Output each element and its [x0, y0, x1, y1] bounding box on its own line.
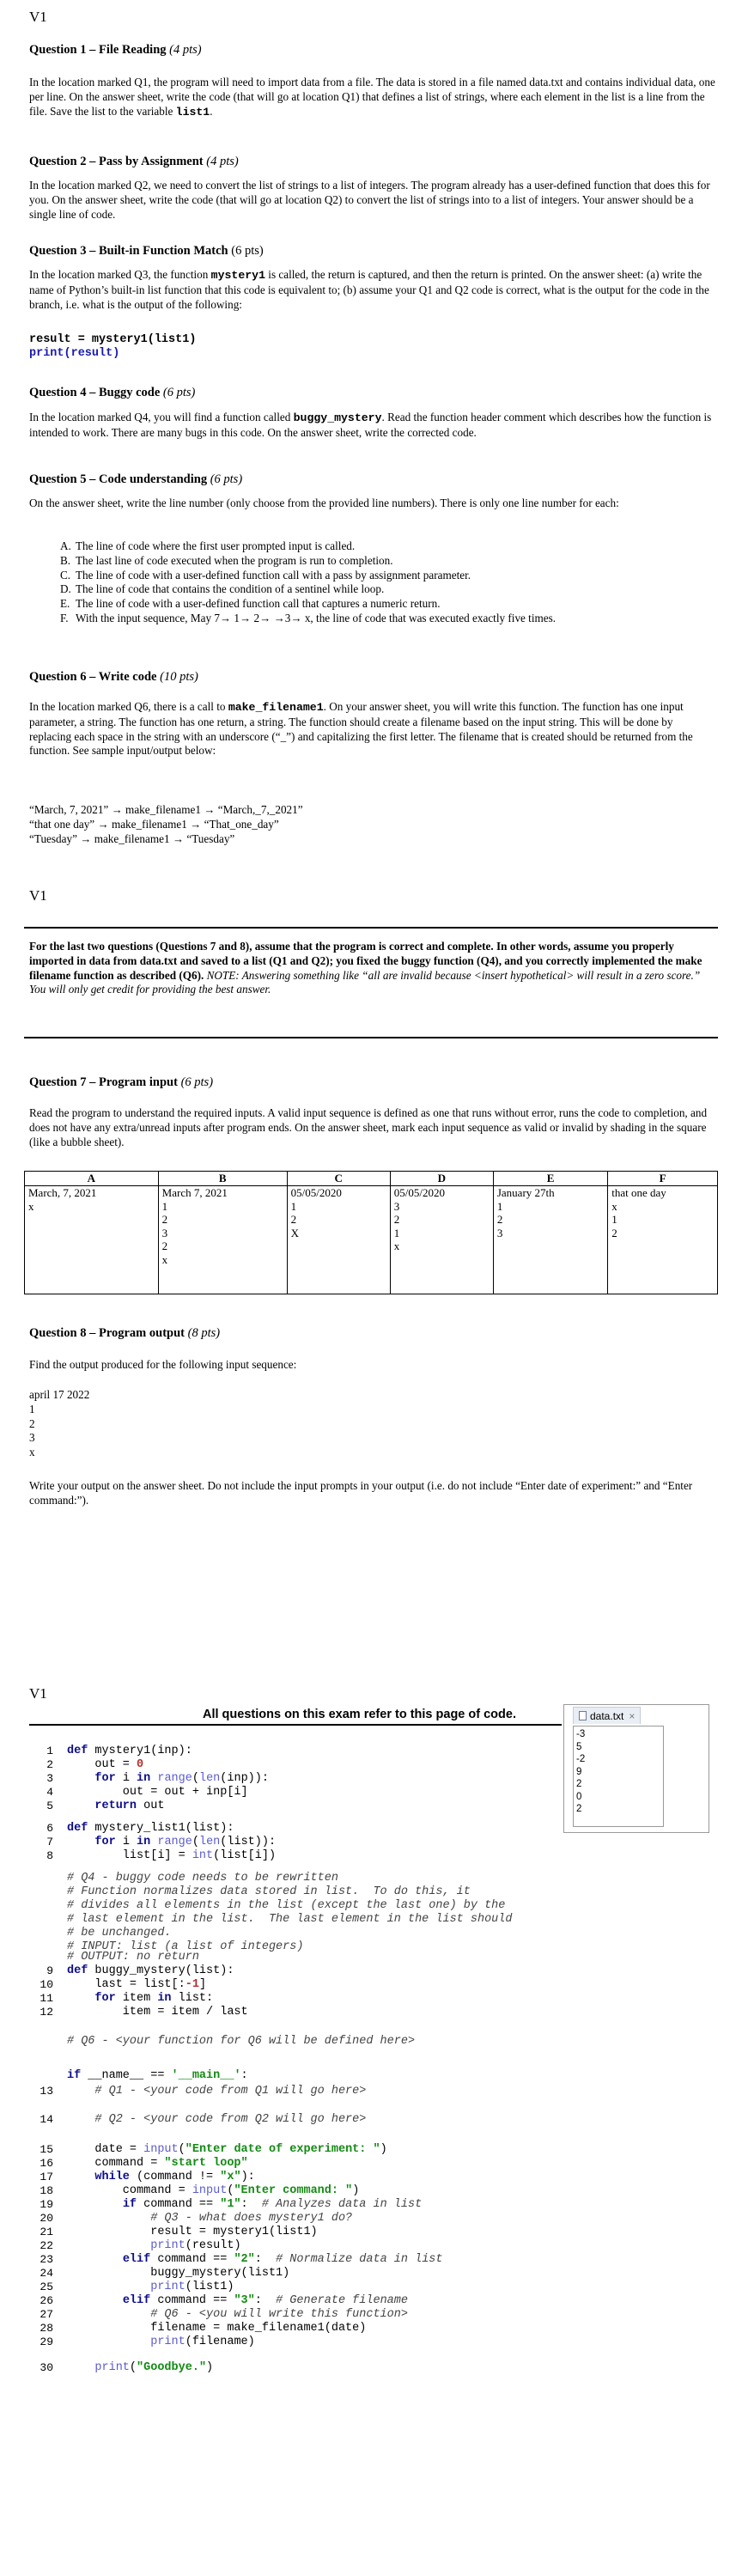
sequence-e: January 27th 1 2 3: [493, 1186, 607, 1294]
list-item: D. The line of code that contains the condition of a sentinel while loop.: [60, 582, 385, 596]
data-txt-panel: [563, 1704, 709, 1833]
sequence-c: 05/05/2020 1 2 X: [287, 1186, 390, 1294]
assumption-notice: For the last two questions (Questions 7 and 8), assume that the program is correct and complete. In other words, assume you properly imported in data from data.txt and saved to a list (Q1 and Q2); you fixed the buggy function (Q4), and you correctly implemented the make filename function as described (Q6). NOTE: Answering something like “all are invalid because <insert hypothetical> will result in a zero score.” You will only get credit for providing the best answer.: [29, 940, 702, 996]
page-version-label: V1: [29, 887, 47, 904]
data-file-contents: -3 5 -2 9 2 0 2: [573, 1726, 664, 1827]
question-3-heading: Question 3 – Built-in Function Match (6 pts): [29, 244, 264, 258]
question-6-examples: “March, 7, 2021” → make_filename1 → “March,_7,_2021” “that one day” → make_filename1 → “That_one_day” “Tuesday” → make_filename1 → “Tuesday”: [29, 803, 303, 845]
question-7-text: Read the program to understand the required inputs. A valid input sequence is defined as one that runs without error, runs the code to completion, and does not have any extra/unread inputs after program ends. On the answer sheet, mark each input sequence as valid or invalid by shading in the square (like a bubble sheet).: [29, 1106, 708, 1148]
sequence-f: that one day x 1 2: [608, 1186, 718, 1294]
page-version-label: V1: [29, 9, 47, 25]
question-1-text: In the location marked Q1, the program will need to import data from a file. The data is stored in a file named data.txt and contains individual data, one per line. On the answer sheet, write the code (that will go at location Q1) that defines a list of strings, where each element in the list is a line from the file. Save the list to the variable list1.: [29, 76, 715, 119]
divider: [24, 1037, 718, 1038]
question-4-heading: Question 4 – Buggy code (6 pts): [29, 386, 196, 399]
question-4-text: In the location marked Q4, you will find a function called buggy_mystery. Read the function header comment which describes how the function is intended to work. There are many bugs in this code. On the answer sheet, write the corrected code.: [29, 411, 712, 439]
list-item: A. The line of code where the first user prompted input is called.: [60, 539, 356, 552]
sequence-b: March 7, 2021 1 2 3 2 x: [158, 1186, 287, 1294]
sequence-d: 05/05/2020 3 2 1 x: [390, 1186, 493, 1294]
list-item: F. With the input sequence, May 7→ 1→ 2→ →3→ x, the line of code that was executed exactly five times.: [60, 611, 556, 624]
question-2-text: In the location marked Q2, we need to convert the list of strings to a list of integers. The program already has a user-defined function that does this for you. On the answer sheet, write the code (that will go at location Q2) to convert the list of strings into to a list of integers. Your answer should be a single line of code.: [29, 179, 710, 221]
question-8-instructions: Write your output on the answer sheet. Do not include the input prompts in your output (i.e. do not include “Enter date of experiment:” and “Enter command:”).: [29, 1479, 693, 1507]
list-item: B. The last line of code executed when the program is run to completion.: [60, 553, 393, 567]
question-3-code: result = mystery1(list1) print(result): [29, 333, 197, 360]
data-txt-tab[interactable]: data.txt ×: [573, 1707, 641, 1724]
question-8-heading: Question 8 – Program output (8 pts): [29, 1326, 221, 1340]
file-icon: [579, 1711, 587, 1720]
question-8-text: Find the output produced for the following input sequence:: [29, 1358, 297, 1371]
question-8-inputs: april 17 2022 1 2 3 x: [29, 1388, 90, 1459]
question-5-list: [60, 539, 556, 626]
divider: [29, 1724, 562, 1726]
list-item: C. The line of code with a user-defined function call with a pass by assignment parameter.: [60, 568, 471, 582]
table-row: [25, 1186, 718, 1294]
question-5-text: On the answer sheet, write the line number (only choose from the provided line numbers). There is only one line number for each:: [29, 496, 619, 509]
question-3-text: In the location marked Q3, the function mystery1 is called, the return is captured, and then the return is printed. On the answer sheet: (a) write the name of Python’s built-in list function that this code is equivalent to; (b) assume your Q1 and Q2 code is correct, what is the output for the code in the branch, i.e. what is the output of the following:: [29, 268, 709, 311]
close-icon[interactable]: ×: [629, 1710, 636, 1722]
table-header-row: A B C D E F: [25, 1172, 718, 1186]
divider: [24, 927, 718, 929]
page-version-label: V1: [29, 1685, 47, 1702]
sequence-a: March, 7, 2021 x: [25, 1186, 159, 1294]
question-6-text: In the location marked Q6, there is a call to make_filename1. On your answer sheet, you will write this function. The function has one input parameter, a string. The function has one return, a string. The function should create a filename based on the input string. This will be done by replacing each space in the string with an underscore (“_”) and capitalizing the first letter. The filename that is created should be returned from the function. See sample input/output below:: [29, 700, 693, 758]
question-6-heading: Question 6 – Write code (10 pts): [29, 670, 198, 684]
list-item: E. The line of code with a user-defined function call that captures a numeric return.: [60, 597, 441, 611]
code-page-title: All questions on this exam refer to this page of code.: [203, 1708, 516, 1721]
question-1-heading: Question 1 – File Reading (4 pts): [29, 43, 202, 57]
question-5-heading: Question 5 – Code understanding (6 pts): [29, 472, 243, 486]
question-7-heading: Question 7 – Program input (6 pts): [29, 1075, 214, 1089]
question-2-heading: Question 2 – Pass by Assignment (4 pts): [29, 155, 239, 168]
input-sequence-table: [24, 1171, 718, 1294]
